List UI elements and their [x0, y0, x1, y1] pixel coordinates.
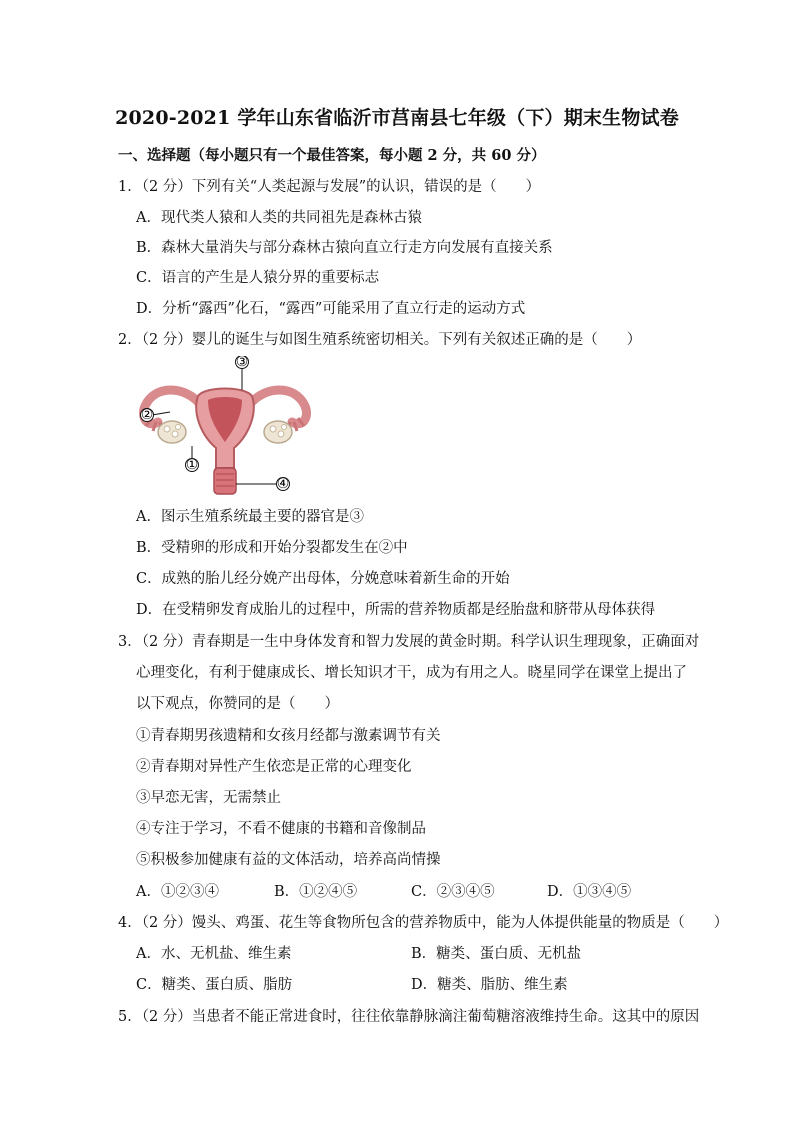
question-4-option-d: D．糖类、脂肪、维生素: [411, 977, 568, 993]
question-4-stem: 4．（2 分）馒头、鸡蛋、花生等食物所包含的营养物质中，能为人体提供能量的物质是（ ）: [118, 915, 729, 931]
female-reproductive-system-figure: [130, 356, 320, 498]
figure-label-1: ①: [185, 457, 199, 473]
question-3-option-c: C．②③④⑤: [411, 884, 495, 900]
section-heading: 一、选择题（每小题只有一个最佳答案，每小题 2 分，共 60 分）: [118, 147, 546, 164]
figure-label-3: ③: [235, 356, 249, 370]
question-2-option-a: A．图示生殖系统最主要的器官是③: [136, 509, 364, 525]
question-1-option-c: C．语言的产生是人猿分界的重要标志: [136, 270, 380, 286]
question-2-stem: 2．（2 分）婴儿的诞生与如图生殖系统密切相关。下列有关叙述正确的是（ ）: [118, 332, 642, 348]
question-3-stem-line3: 以下观点，你赞同的是（ ）: [136, 696, 339, 712]
question-2-option-b: B．受精卵的形成和开始分裂都发生在②中: [136, 540, 408, 556]
question-3-statement-2: ②青春期对异性产生依恋是正常的心理变化: [136, 759, 412, 775]
question-3-option-b: B．①②④⑤: [274, 884, 358, 900]
exam-title: 2020-2021 学年山东省临沂市莒南县七年级（下）期末生物试卷: [115, 107, 679, 129]
question-3-stem-line1: 3．（2 分）青春期是一生中身体发育和智力发展的黄金时期。科学认识生理现象，正确面对: [118, 634, 700, 650]
question-3-statement-3: ③早恋无害，无需禁止: [136, 790, 281, 806]
question-1-option-d: D．分析“露西”化石，“露西”可能采用了直立行走的运动方式: [136, 301, 526, 317]
question-3-option-d: D．①③④⑤: [547, 884, 632, 900]
figure-label-2: ②: [140, 407, 154, 423]
question-5-stem: 5．（2 分）当患者不能正常进食时，往往依靠静脉滴注葡萄糖溶液维持生命。这其中的原因: [118, 1009, 700, 1025]
question-3-statement-5: ⑤积极参加健康有益的文体活动，培养高尚情操: [136, 852, 441, 868]
question-3-statement-4: ④专注于学习，不看不健康的书籍和音像制品: [136, 821, 426, 837]
figure-label-4: ④: [276, 476, 290, 492]
question-4-option-a: A．水、无机盐、维生素: [136, 946, 292, 962]
question-1-stem: 1．（2 分）下列有关“人类起源与发展”的认识，错误的是（ ）: [118, 179, 541, 195]
question-3-stem-line2: 心理变化，有利于健康成长、增长知识才干，成为有用之人。晓星同学在课堂上提出了: [136, 665, 687, 681]
question-4-option-b: B．糖类、蛋白质、无机盐: [411, 946, 582, 962]
question-3-statement-1: ①青春期男孩遗精和女孩月经都与激素调节有关: [136, 728, 441, 744]
question-2-option-d: D．在受精卵发育成胎儿的过程中，所需的营养物质都是经胎盘和脐带从母体获得: [136, 602, 656, 618]
question-1-option-a: A．现代类人猿和人类的共同祖先是森林古猿: [136, 210, 422, 226]
question-2-option-c: C．成熟的胎儿经分娩产出母体，分娩意味着新生命的开始: [136, 571, 510, 587]
question-3-option-a: A．①②③④: [136, 884, 219, 900]
question-1-option-b: B．森林大量消失与部分森林古猿向直立行走方向发展有直接关系: [136, 240, 553, 256]
question-4-option-c: C．糖类、蛋白质、脂肪: [136, 977, 293, 993]
